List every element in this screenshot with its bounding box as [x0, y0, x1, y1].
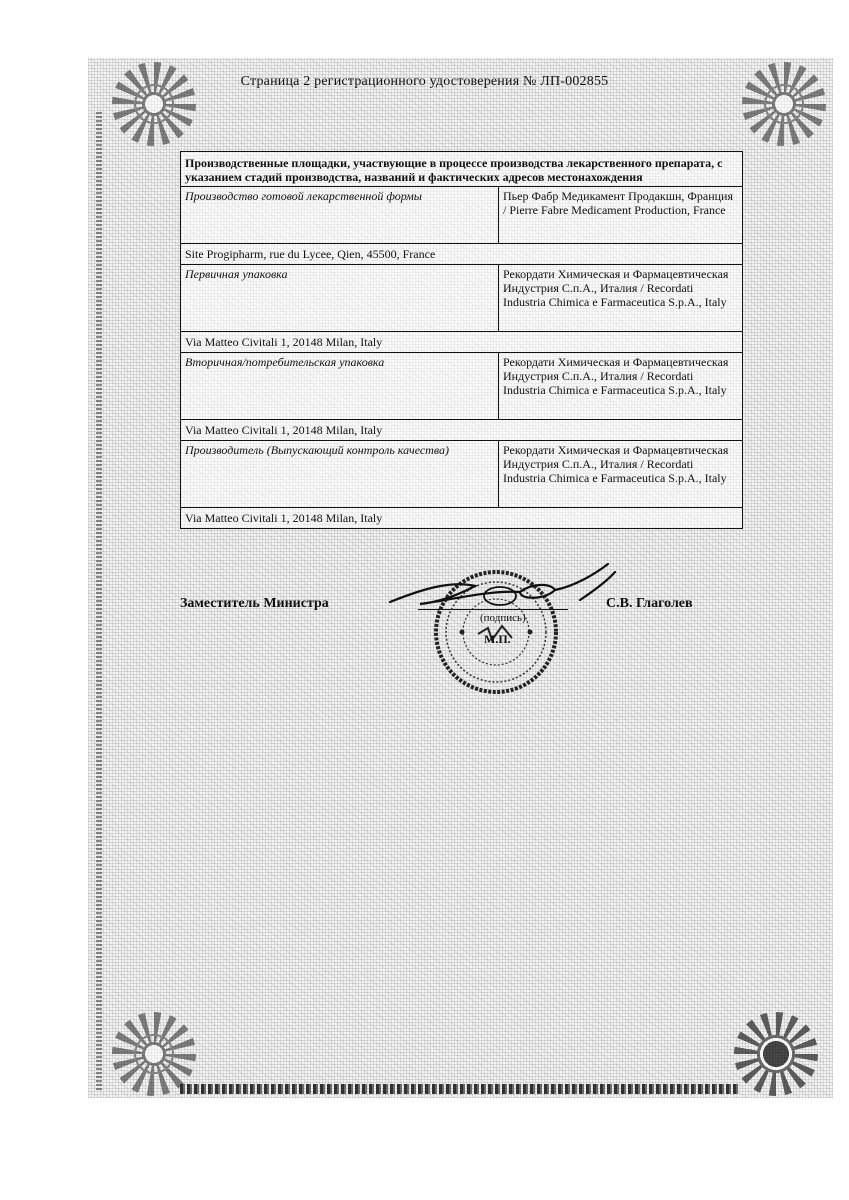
- organization-cell: Рекордати Химическая и Фармацевтическая Индустрия С.п.А., Италия / Recordati Industria Chimica e Farmaceutica S.p.A., Italy: [499, 353, 743, 420]
- handwritten-signature-icon: [380, 560, 630, 630]
- stage-cell: Производство готовой лекарственной формы: [181, 187, 499, 244]
- signatory-position: Заместитель Министра: [180, 596, 329, 611]
- address-cell: Via Matteo Civitali 1, 20148 Milan, Italy: [181, 508, 743, 529]
- table-row: [181, 244, 743, 265]
- stage-cell: Первичная упаковка: [181, 265, 499, 332]
- page-title: Страница 2 регистрационного удостоверения № ЛП-002855: [240, 74, 609, 89]
- table-row: [181, 508, 743, 529]
- table-header-row: [181, 152, 743, 187]
- address-cell: Via Matteo Civitali 1, 20148 Milan, Italy: [181, 332, 743, 353]
- table-row: [181, 332, 743, 353]
- table-row: [181, 187, 743, 244]
- organization-cell: Пьер Фабр Медикамент Продакшн, Франция / Pierre Fabre Medicament Production, France: [499, 187, 743, 244]
- organization-cell: Рекордати Химическая и Фармацевтическая Индустрия С.п.А., Италия / Recordati Industria Chimica e Farmaceutica S.p.A., Italy: [499, 265, 743, 332]
- stamp-label: М.П.: [484, 632, 511, 646]
- address-cell: Via Matteo Civitali 1, 20148 Milan, Italy: [181, 420, 743, 441]
- signatory-name: С.В. Глаголев: [606, 596, 693, 611]
- signature-caption: (подпись): [480, 612, 526, 624]
- scan-edge-bottom: [180, 1084, 740, 1094]
- address-cell: Site Progipharm, rue du Lycee, Qien, 45500, France: [181, 244, 743, 265]
- rosette-ornament-icon: [112, 1012, 196, 1096]
- scan-edge-left: [96, 110, 102, 1090]
- table-header: Производственные площадки, участвующие в процессе производства лекарственного препарата, с указанием стадий производства, названий и фактических адресов местонахождения: [181, 152, 743, 187]
- rosette-ornament-icon: [734, 1012, 818, 1096]
- stage-cell: Производитель (Выпускающий контроль качества): [181, 441, 499, 508]
- table-row: [181, 353, 743, 420]
- organization-cell: Рекордати Химическая и Фармацевтическая Индустрия С.п.А., Италия / Recordati Industria Chimica e Farmaceutica S.p.A., Italy: [499, 441, 743, 508]
- stage-cell: Вторичная/потребительская упаковка: [181, 353, 499, 420]
- table-row: [181, 265, 743, 332]
- production-sites-table: [180, 151, 743, 529]
- table-row: [181, 420, 743, 441]
- table-row: [181, 441, 743, 508]
